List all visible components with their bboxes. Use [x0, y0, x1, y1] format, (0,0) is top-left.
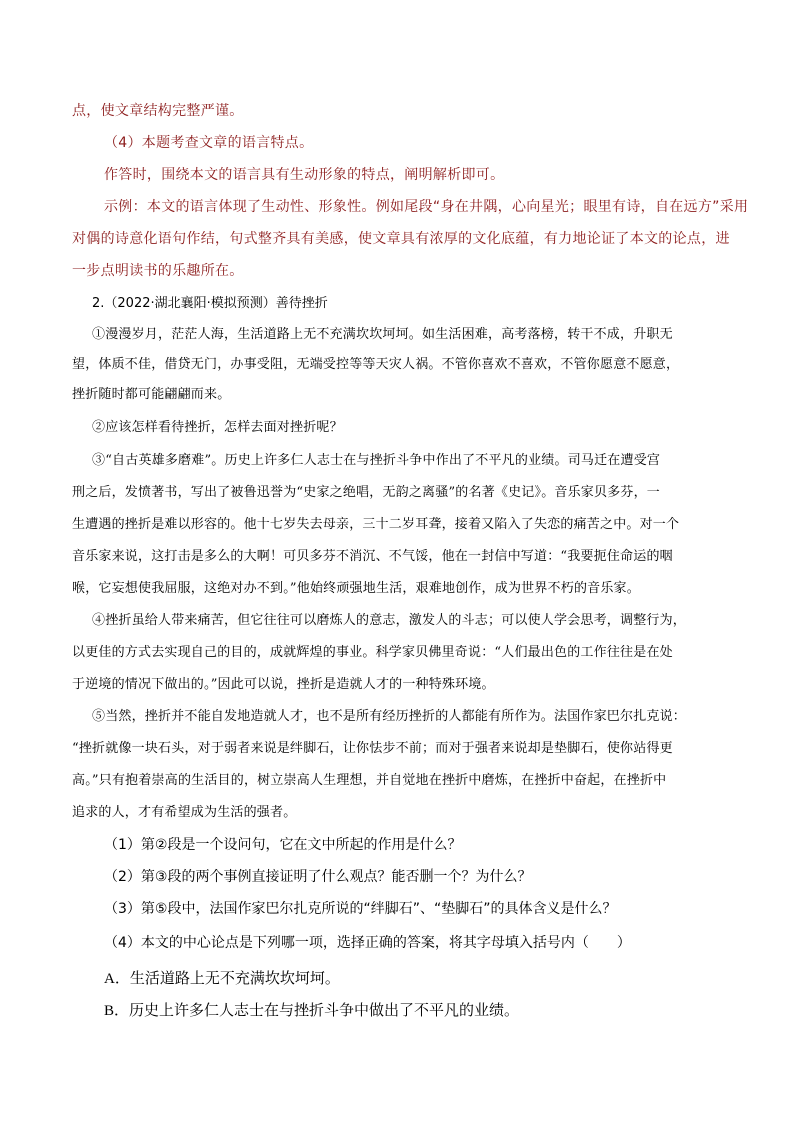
answer-item4-guide: 作答时，围绕本文的语言具有生动形象的特点，阐明解析即可。 [104, 167, 505, 183]
passage-p3-line-1: ③“自古英雄多磨难”。历史上许多仁人志士在与挫折斗争中作出了不平凡的业绩。司马迁在遭受宫 [92, 453, 661, 468]
passage-p5-line-4: 追求的人，才有希望成为生活的强者。 [72, 805, 297, 820]
passage-p4-line-2: 以更佳的方式去实现自己的目的，成就辉煌的事业。科学家贝佛里奇说：“人们最出色的工作往往是在处 [72, 645, 673, 660]
sub-question-4: （4）本文的中心论点是下列哪一项，选择正确的答案，将其字母填入括号内（ ） [104, 935, 631, 951]
answer-example-line-3: 一步点明读书的乐趣所在。 [72, 263, 244, 279]
passage-p5-line-1: ⑤当然，挫折并不能自发地造就人才，也不是所有经历挫折的人都能有所作为。法国作家巴尔扎克说： [92, 709, 687, 724]
passage-p3-line-3: 生遭遇的挫折是难以形容的。他十七岁失去母亲，三十二岁耳聋，接着又陷入了失恋的痛苦之中。对一个 [72, 517, 680, 532]
passage-p3-line-4: 音乐家来说，这打击是多么的大啊！可贝多芬不消沉、不气馁，他在一封信中写道：“我要扼住命运的咽 [72, 549, 673, 564]
passage-p1-line-1: ①漫漫岁月，茫茫人海，生活道路上无不充满坎坎坷坷。如生活困难，高考落榜，转干不成，升职无 [92, 327, 673, 342]
question-heading: 2.（2022·湖北襄阳·模拟预测）善待挫折 [92, 296, 328, 311]
passage-p5-line-3: 高。”只有抱着崇高的生活目的，树立崇高人生理想，并自觉地在挫折中磨炼，在挫折中奋起，在挫折中 [72, 773, 667, 788]
option-a: A．生活道路上无不充满坎坎坷坷。 [104, 971, 340, 987]
passage-p1-line-2: 望，体质不佳，借贷无门，办事受阻，无端受控等等天灾人祸。不管你喜欢不喜欢，不管你愿意不愿意， [72, 357, 680, 372]
sub-question-3: （3）第⑤段中，法国作家巴尔扎克所说的“绊脚石”、“垫脚石”的具体含义是什么？ [104, 901, 617, 917]
passage-p5-line-2: “挫折就像一块石头，对于弱者来说是绊脚石，让你怯步不前；而对于强者来说却是垫脚石，使你站得更 [72, 741, 673, 756]
passage-p1-line-3: 挫折随时都可能翩翩而来。 [72, 387, 231, 402]
passage-p2-line-1: ②应该怎样看待挫折，怎样去面对挫折呢？ [92, 420, 343, 435]
passage-p4-line-3: 于逆境的情况下做出的。”因此可以说，挫折是造就人才的一种特殊环境。 [72, 677, 495, 692]
sub-question-2: （2）第③段的两个事例直接证明了什么观点？能否删一个？为什么？ [104, 869, 532, 885]
passage-p3-line-2: 刑之后，发愤著书，写出了被鲁迅誉为“史家之绝唱，无韵之离骚”的名著《史记》。音乐家贝多芬，一 [72, 485, 660, 500]
option-b: B．历史上许多仁人志士在与挫折斗争中做出了不平凡的业绩。 [104, 1003, 520, 1019]
passage-p4-line-1: ④挫折虽给人带来痛苦，但它往往可以磨炼人的意志，激发人的斗志；可以使人学会思考，调整行为， [92, 613, 687, 628]
answer-example-line-1: 示例：本文的语言体现了生动性、形象性。例如尾段“身在井隅，心向星光；眼里有诗，自在远方”采用 [104, 199, 749, 215]
sub-question-1: （1）第②段是一个设问句，它在文中所起的作用是什么？ [104, 837, 462, 853]
answer-line-continuation: 点，使文章结构完整严谨。 [72, 103, 244, 119]
answer-item4-title: （4）本题考查文章的语言特点。 [104, 135, 314, 151]
passage-p3-line-5: 喉，它妄想使我屈服，这绝对办不到。”他始终顽强地生活，艰难地创作，成为世界不朽的音乐家。 [72, 581, 640, 596]
answer-example-line-2: 对偶的诗意化语句作结，句式整齐具有美感，使文章具有浓厚的文化底蕴，有力地论证了本文的论点，进 [72, 231, 730, 247]
